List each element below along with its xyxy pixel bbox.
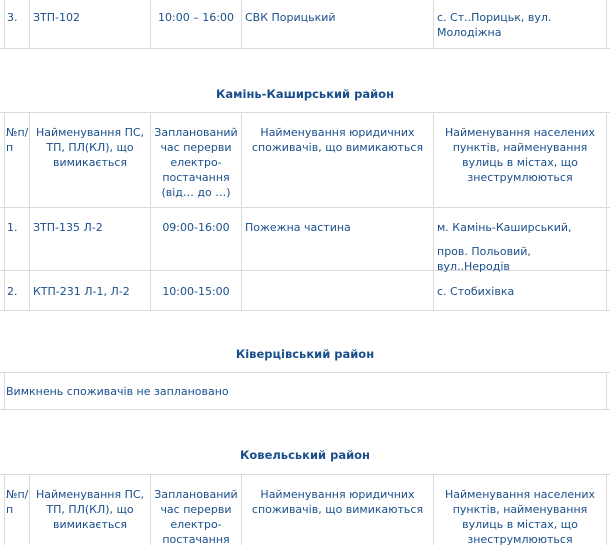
legal-consumers: Пожежна частина <box>245 221 351 234</box>
district-heading: Ківерцівський район <box>235 347 375 361</box>
outage-time: 10:00-15:00 <box>162 285 230 298</box>
header-num: №п/п <box>6 126 29 154</box>
outage-time: 10:00 – 16:00 <box>158 11 234 24</box>
header-settlements: Найменування населених пунктів, найменування вулиць в містах, що знеструмлюються <box>444 488 596 546</box>
grid-line <box>150 112 151 310</box>
grid-line <box>29 112 30 310</box>
row-number: 2. <box>7 285 18 298</box>
row-number: 3. <box>7 11 18 24</box>
grid-line <box>0 207 610 208</box>
header-station: Найменування ПС, ТП, ПЛ(КЛ), що вимикається <box>35 488 145 531</box>
grid-line <box>29 0 30 48</box>
grid-line <box>241 474 242 545</box>
settlements: с. Стобихівка <box>437 285 515 298</box>
grid-line <box>433 112 434 310</box>
grid-line <box>150 474 151 545</box>
header-time: Запланований час перерви електро-постачання (від… до …) <box>154 126 238 199</box>
settlements: пров. Польовий, вул..Неродів <box>437 245 531 273</box>
grid-line <box>4 112 5 310</box>
grid-line <box>0 310 610 311</box>
grid-line <box>29 474 30 545</box>
grid-line <box>0 474 610 475</box>
grid-line <box>606 0 607 48</box>
header-settlements: Найменування населених пунктів, найменування вулиць в містах, що знеструмлюються <box>444 126 596 184</box>
header-time: Запланований час перерви електро-постачання <box>154 488 238 546</box>
grid-line <box>0 112 610 113</box>
grid-line <box>4 474 5 545</box>
header-legal: Найменування юридичних споживачів, що вимикаються <box>251 126 424 154</box>
grid-line <box>241 112 242 310</box>
grid-line <box>433 474 434 545</box>
header-legal: Найменування юридичних споживачів, що вимикаються <box>251 488 424 516</box>
header-num: №п/п <box>6 488 29 516</box>
district-heading: Камінь-Каширський район <box>215 87 395 101</box>
grid-line <box>0 48 610 49</box>
grid-line <box>241 0 242 48</box>
grid-line <box>0 409 610 410</box>
grid-line <box>4 372 5 409</box>
grid-line <box>433 0 434 48</box>
settlements: с. Ст..Порицьк, вул. Молодіжна <box>437 11 552 39</box>
outage-time: 09:00-16:00 <box>162 221 230 234</box>
header-station: Найменування ПС, ТП, ПЛ(КЛ), що вимикається <box>35 126 145 169</box>
grid-line <box>606 372 607 409</box>
settlements: м. Камінь-Каширський, <box>437 221 572 234</box>
station-name: КТП-231 Л-1, Л-2 <box>33 285 130 298</box>
station-name: ЗТП-135 Л-2 <box>33 221 103 234</box>
legal-consumers: СВК Порицький <box>245 11 336 24</box>
row-number: 1. <box>7 221 18 234</box>
grid-line <box>0 372 610 373</box>
grid-line <box>4 0 5 48</box>
station-name: ЗТП-102 <box>33 11 81 24</box>
grid-line <box>606 474 607 545</box>
grid-line <box>606 112 607 310</box>
no-outages-note: Вимкнень споживачів не заплановано <box>6 385 229 398</box>
district-heading: Ковельський район <box>240 448 370 462</box>
